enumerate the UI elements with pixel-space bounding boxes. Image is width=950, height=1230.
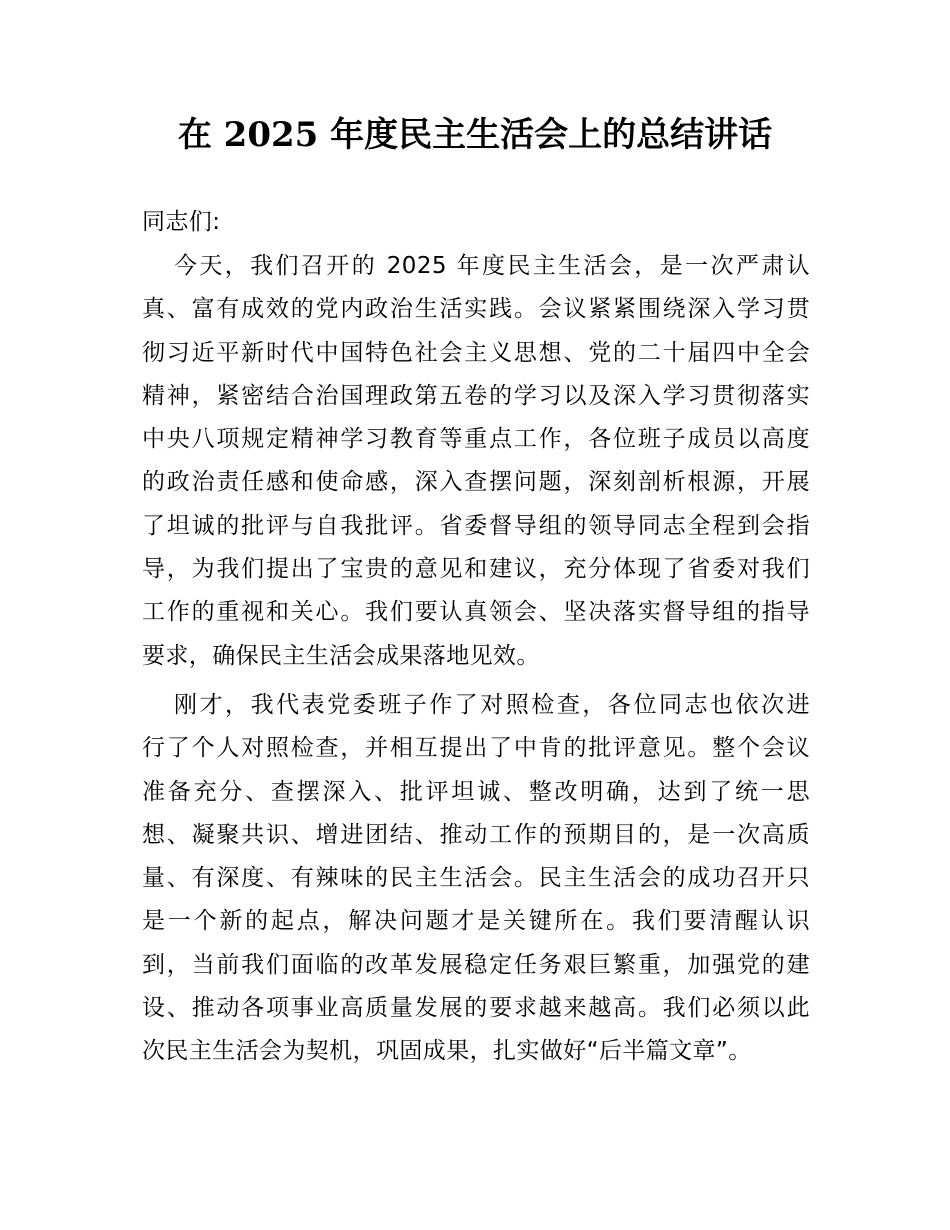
paragraph-line: 中央八项规定精神学习教育等重点工作，各位班子成员以高度 <box>142 426 810 453</box>
document-body <box>142 200 810 1074</box>
paragraph-line: 次民主生活会为契机，巩固成果，扎实做好“后半篇文章”。 <box>142 1038 752 1065</box>
greeting: 同志们: <box>142 209 221 235</box>
paragraph-line: 导，为我们提出了宝贵的意见和建议，充分体现了省委对我们 <box>142 556 810 583</box>
paragraph-line: 彻习近平新时代中国特色社会主义思想、党的二十届四中全会 <box>142 339 810 366</box>
document-title: 在 2025 年度民主生活会上的总结讲话 <box>177 115 773 155</box>
paragraph-line: 是一个新的起点，解决问题才是关键所在。我们要清醒认识 <box>142 908 810 935</box>
paragraph-line: 到，当前我们面临的改革发展稳定任务艰巨繁重，加强党的建 <box>142 951 810 978</box>
paragraph-line: 的政治责任感和使命感，深入查摆问题，深刻剖析根源，开展 <box>142 469 810 496</box>
paragraph-line: 行了个人对照检查，并相互提出了中肯的批评意见。整个会议 <box>142 735 810 762</box>
paragraph-line: 今天，我们召开的 2025 年度民主生活会，是一次严肃认 <box>174 253 810 279</box>
paragraph-1 <box>142 245 810 678</box>
paragraph-line: 量、有深度、有辣味的民主生活会。民主生活会的成功召开只 <box>142 865 810 892</box>
paragraph-line: 想、凝聚共识、增进团结、推动工作的预期目的，是一次高质 <box>142 821 810 848</box>
paragraph-line: 设、推动各项事业高质量发展的要求越来越高。我们必须以此 <box>142 995 810 1022</box>
paragraph-line: 工作的重视和关心。我们要认真领会、坚决落实督导组的指导 <box>142 599 810 626</box>
paragraph-2 <box>142 684 810 1074</box>
paragraph-line: 了坦诚的批评与自我批评。省委督导组的领导同志全程到会指 <box>142 512 810 539</box>
paragraph-line: 真、富有成效的党内政治生活实践。会议紧紧围绕深入学习贯 <box>142 296 810 323</box>
paragraph-line: 要求，确保民主生活会成果落地见效。 <box>142 642 540 669</box>
paragraph-line: 准备充分、查摆深入、批评坦诚、整改明确，达到了统一思 <box>142 778 810 805</box>
paragraph-line: 精神，紧密结合治国理政第五卷的学习以及深入学习贯彻落实 <box>142 382 810 409</box>
paragraph-line: 刚才，我代表党委班子作了对照检查，各位同志也依次进 <box>174 691 810 718</box>
